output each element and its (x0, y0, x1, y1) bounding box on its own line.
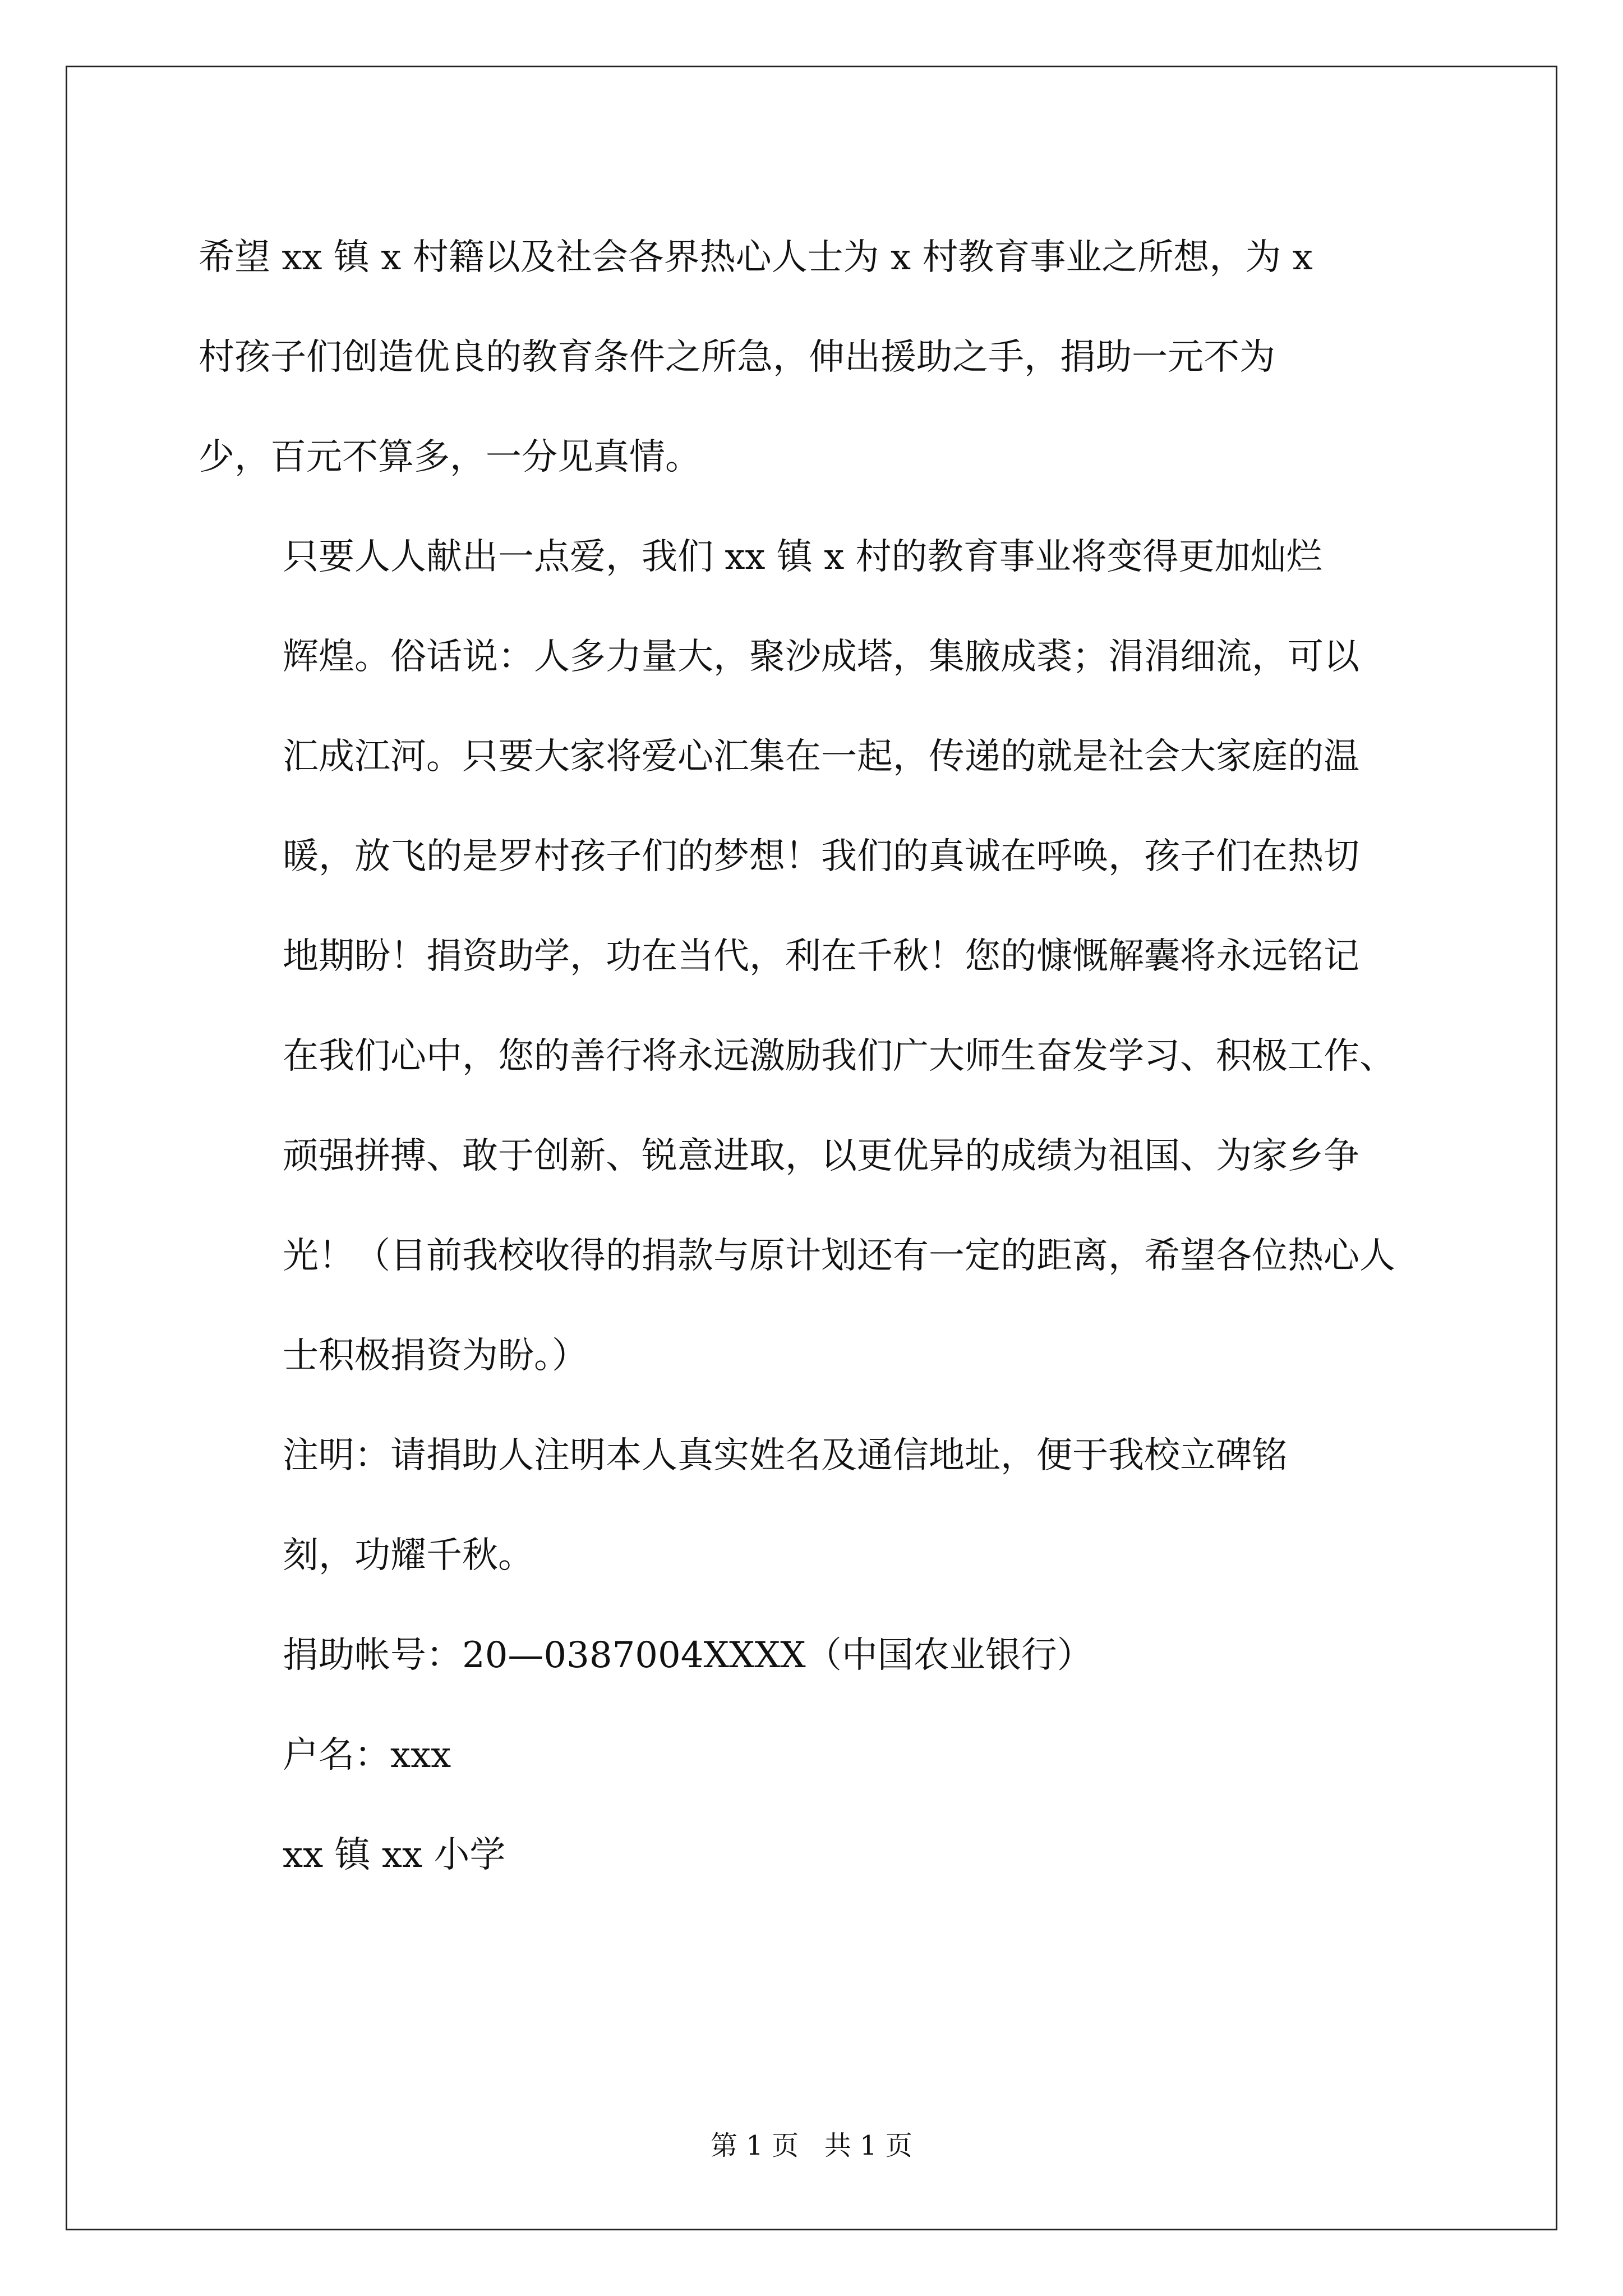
text-line: 村孩子们创造优良的教育条件之所急，伸出援助之手，捐助一元不为 (199, 337, 1275, 378)
text-line: 汇成江河。只要大家将爱心汇集在一起，传递的就是社会大家庭的温 (283, 736, 1359, 777)
text-line: 捐助帐号：20—0387004XXXX（中国农业银行） (283, 1635, 1093, 1676)
text-line: 希望 xx 镇 x 村籍以及社会各界热心人士为 x 村教育事业之所想，为 x (199, 237, 1313, 278)
text-line: xx 镇 xx 小学 (283, 1834, 506, 1876)
paragraph (199, 1805, 1432, 1905)
text-line: 辉煌。俗话说：人多力量大，聚沙成塔，集腋成裘；涓涓细流，可以 (283, 636, 1359, 678)
page-number-footer: 第 1 页 共 1 页 (711, 2130, 912, 2161)
paragraph (199, 208, 1432, 507)
text-line: 注明：请捐助人注明本人真实姓名及通信地址，便于我校立碑铭 (283, 1435, 1288, 1476)
paragraph (199, 1605, 1432, 1705)
text-line: 户名：xxx (283, 1734, 451, 1776)
text-line: 暖，放飞的是罗村孩子们的梦想！我们的真诚在呼唤，孩子们在热切 (283, 836, 1359, 877)
text-line: 刻，功耀千秋。 (283, 1535, 534, 1576)
document-body (199, 208, 1432, 1905)
paragraph (199, 1406, 1432, 1605)
text-line: 顽强拼搏、敢于创新、锐意进取，以更优异的成绩为祖国、为家乡争 (283, 1135, 1359, 1177)
text-line: 只要人人献出一点爱，我们 xx 镇 x 村的教育事业将变得更加灿烂 (283, 536, 1322, 578)
paragraph (199, 507, 1432, 1406)
text-line: 地期盼！捐资助学，功在当代，利在千秋！您的慷慨解囊将永远铭记 (283, 936, 1359, 977)
text-line: 光！（目前我校收得的捐款与原计划还有一定的距离，希望各位热心人 (283, 1235, 1395, 1277)
text-line: 在我们心中，您的善行将永远激励我们广大师生奋发学习、积极工作、 (283, 1036, 1395, 1077)
paragraph (199, 1705, 1432, 1805)
text-line: 士积极捐资为盼。） (283, 1335, 588, 1377)
text-line: 少，百元不算多，一分见真情。 (199, 436, 701, 478)
